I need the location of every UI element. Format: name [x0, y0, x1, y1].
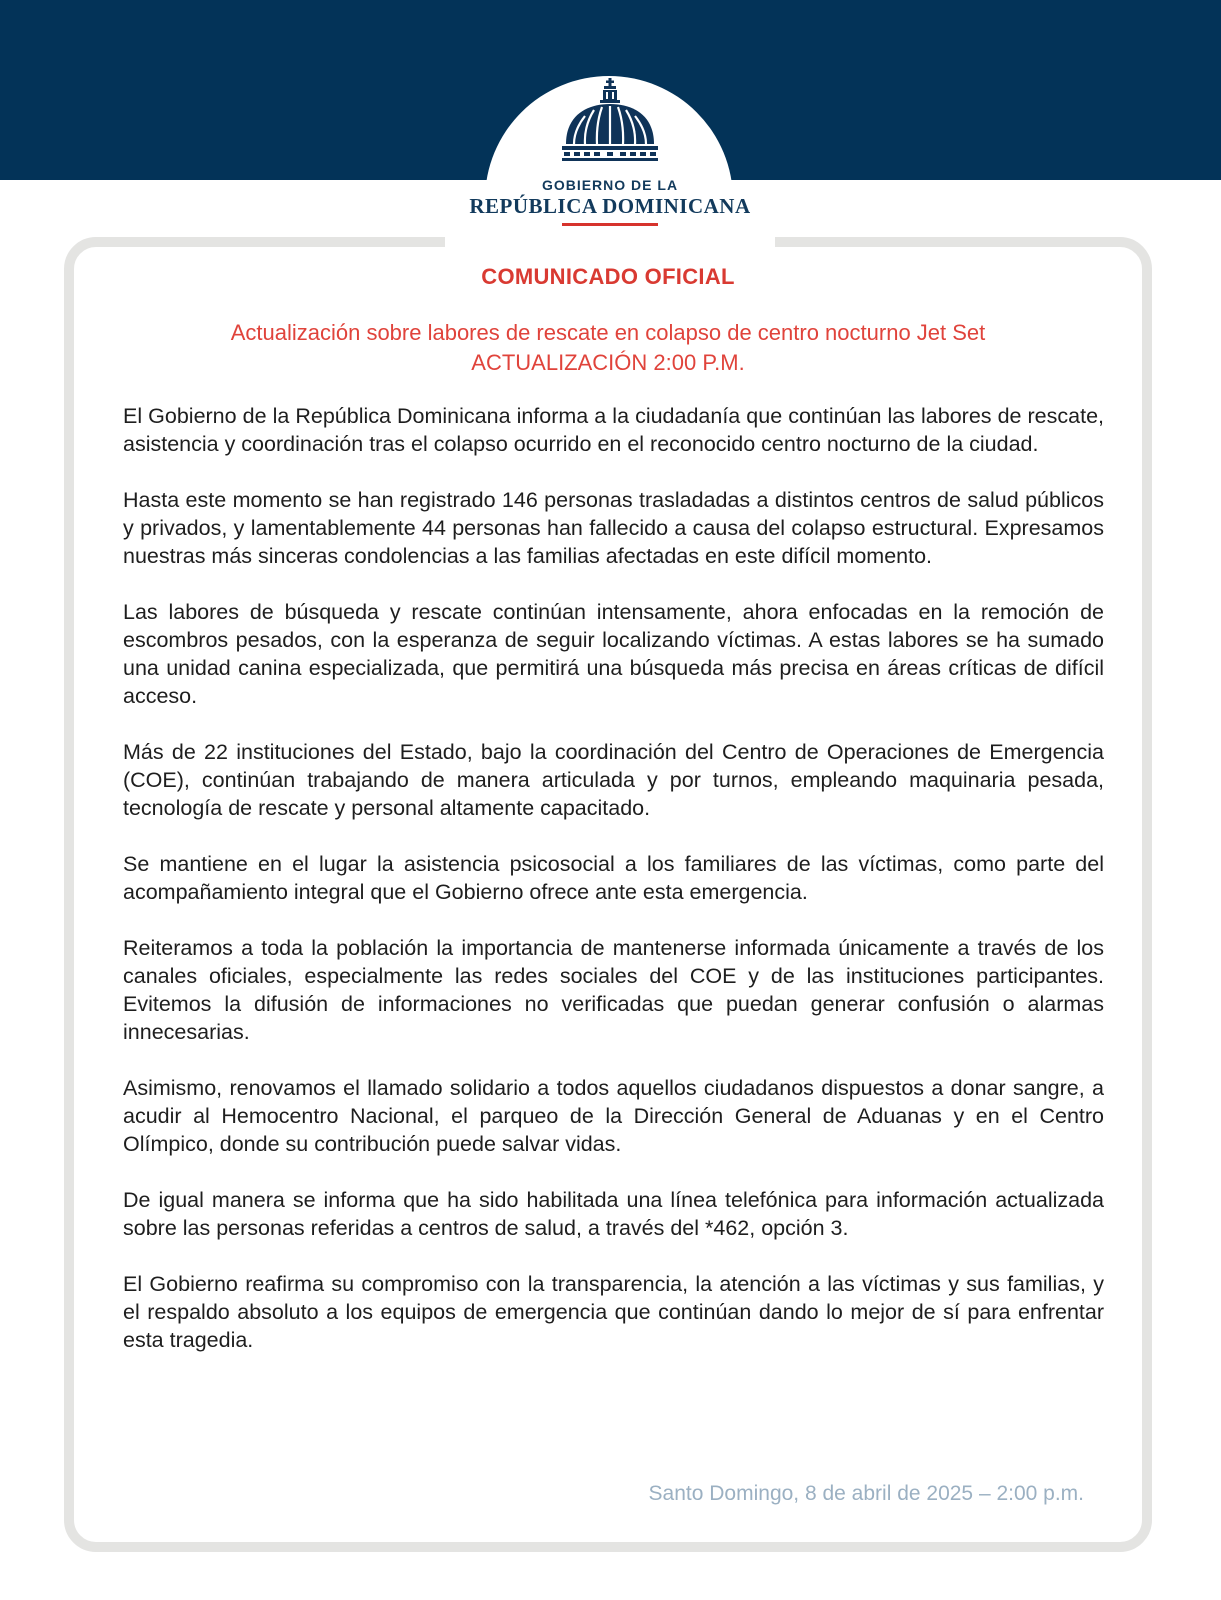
body-text	[123, 402, 1104, 1382]
paragraph: Se mantiene en el lugar la asistencia psicosocial a los familiares de las víctimas, como parte del acompañamiento integral que el Gobierno ofrece ante esta emergencia.	[123, 852, 1104, 904]
logo-underline	[562, 223, 658, 226]
subtitle	[64, 318, 1152, 378]
paragraph: Asimismo, renovamos el llamado solidario a todos aquellos ciudadanos dispuestos a donar sangre, a acudir al Hemocentro Nacional, el parqueo de la Dirección General de Aduanas y en el Centro Olímpico, donde su contribución puede salvar vidas.	[123, 1076, 1104, 1156]
capitol-dome-icon	[560, 78, 660, 168]
paragraph: El Gobierno reafirma su compromiso con la transparencia, la atención a las víctimas y sus familias, y el respaldo absoluto a los equipos de emergencia que continúan dando lo mejor de sí para enfrentar esta tragedia.	[123, 1272, 1104, 1352]
paragraph: El Gobierno de la República Dominicana informa a la ciudadanía que continúan las labores de rescate, asistencia y coordinación tras el colapso ocurrido en el reconocido centro nocturno de la ciudad.	[123, 404, 1104, 456]
signature-date: Santo Domingo, 8 de abril de 2025 – 2:00 p.m.	[648, 1482, 1084, 1505]
page-title: COMUNICADO OFICIAL	[481, 264, 735, 289]
paragraph: Más de 22 instituciones del Estado, bajo la coordinación del Centro de Operaciones de Emergencia (COE), continúan trabajando de manera articulada y por turnos, empleando maquinaria pesada, tecnología de rescate y personal altamente capacitado.	[123, 740, 1104, 820]
subtitle-line-1: Actualización sobre labores de rescate en colapso de centro nocturno Jet Set	[230, 320, 986, 345]
paragraph: Hasta este momento se han registrado 146 personas trasladadas a distintos centros de salud públicos y privados, y lamentablemente 44 personas han fallecido a causa del colapso estructural. Expresamos nuestras más sinceras condolencias a las familias afectadas en este difícil momento.	[123, 488, 1104, 568]
logo-text-line1: GOBIERNO DE LA	[541, 177, 679, 193]
paragraph: De igual manera se informa que ha sido habilitada una línea telefónica para información actualizada sobre las personas referidas a centros de salud, a través del *462, opción 3.	[123, 1188, 1104, 1240]
paragraph: Reiteramos a toda la población la importancia de mantenerse informada únicamente a través de los canales oficiales, especialmente las redes sociales del COE y de las instituciones participantes. Evitemos la difusión de informaciones no verificadas que puedan generar confusión o alarmas innecesarias.	[123, 936, 1104, 1044]
subtitle-line-2: ACTUALIZACIÓN 2:00 P.M.	[471, 350, 745, 375]
paragraph: Las labores de búsqueda y rescate continúan intensamente, ahora enfocadas en la remoción de escombros pesados, con la esperanza de seguir localizando víctimas. A estas labores se ha sumado una unidad canina especializada, que permitirá una búsqueda más precisa en áreas críticas de difícil acceso.	[123, 600, 1104, 708]
logo-text-line2: REPÚBLICA DOMINICANA	[469, 194, 751, 218]
